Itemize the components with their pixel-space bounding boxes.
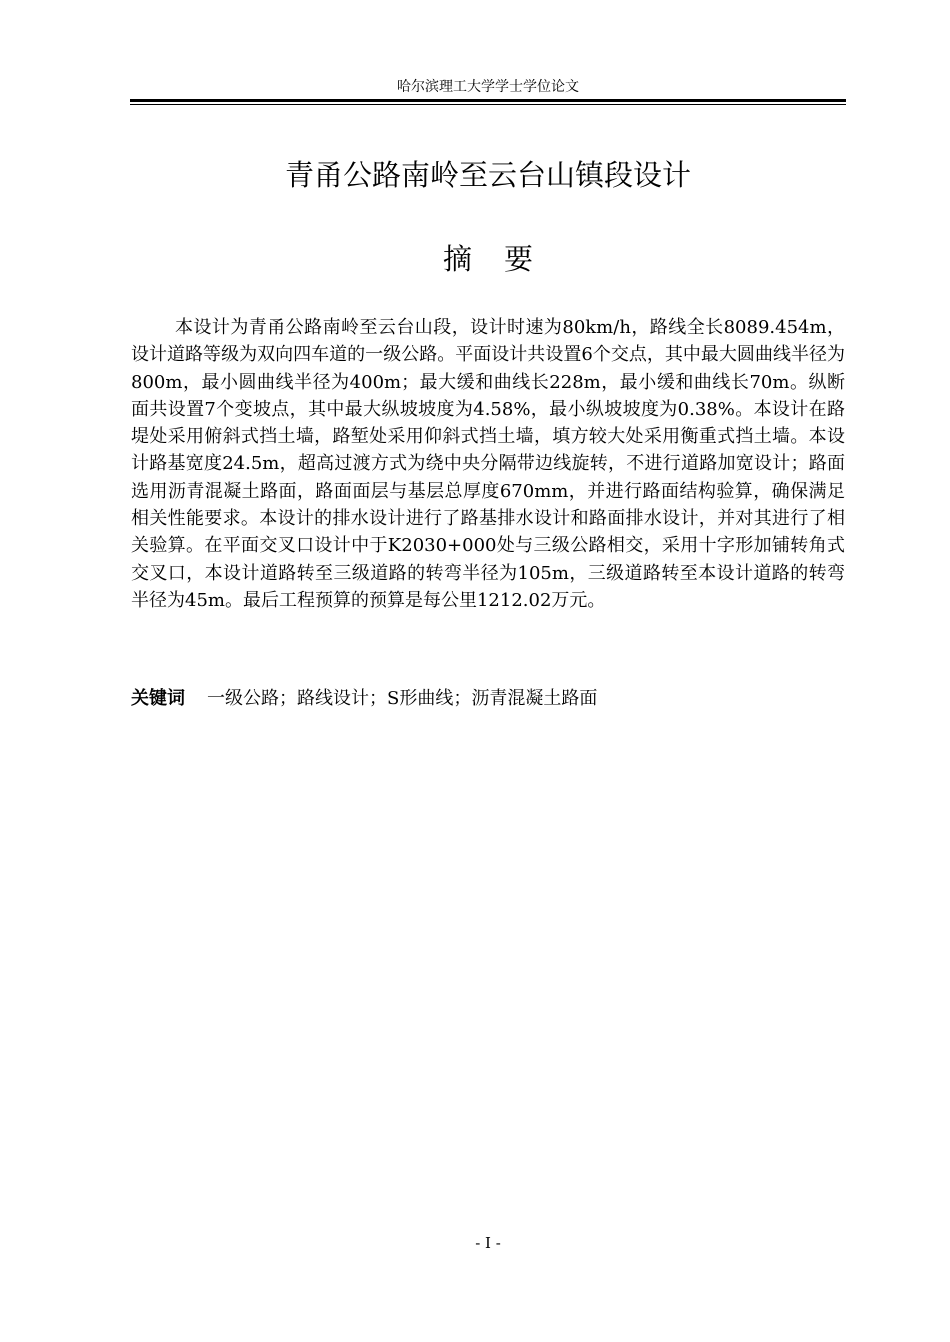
abstract-body: 本设计为青甬公路南岭至云台山段，设计时速为80km/h，路线全长8089.454m，设计道路等级为双向四车道的一级公路。平面设计共设置6个交点，其中最大圆曲线半径为800m，最小圆曲线半径为400m；最大缓和曲线长228m，最小缓和曲线长70m。纵断面共设置7个变坡点，其中最大纵坡坡度为4.58%，最小纵坡坡度为0.38%。本设计在路堤处采用俯斜式挡土墙，路堑处采用仰斜式挡土墙，填方较大处采用衡重式挡土墙。本设计路基宽度24.5m，超高过渡方式为绕中央分隔带边线旋转，不进行道路加宽设计；路面选用沥青混凝土路面，路面面层与基层总厚度670mm，并进行路面结构验算，确保满足相关性能要求。本设计的排水设计进行了路基排水设计和路面排水设计，并对其进行了相关验算。在平面交叉口设计中于K2030+000处与三级公路相交，采用十字形加铺转角式交叉口，本设计道路转至三级道路的转弯半径为105m，三级道路转至本设计道路的转弯半径为45m。最后工程预算的预算是每公里1212.02万元。	[131, 317, 845, 611]
running-header: 哈尔滨理工大学学士学位论文	[397, 79, 579, 95]
keywords-list: 一级公路；路线设计；S形曲线；沥青混凝土路面	[207, 688, 598, 709]
keywords-line	[131, 685, 845, 713]
keywords-label: 关键词	[131, 688, 185, 709]
abstract-heading: 摘要	[442, 242, 565, 276]
thesis-title: 青甬公路南岭至云台山镇段设计	[284, 158, 691, 192]
header-rule-thick	[130, 99, 846, 102]
header-rule-thin	[130, 104, 846, 105]
page-number: - I -	[475, 1234, 501, 1252]
